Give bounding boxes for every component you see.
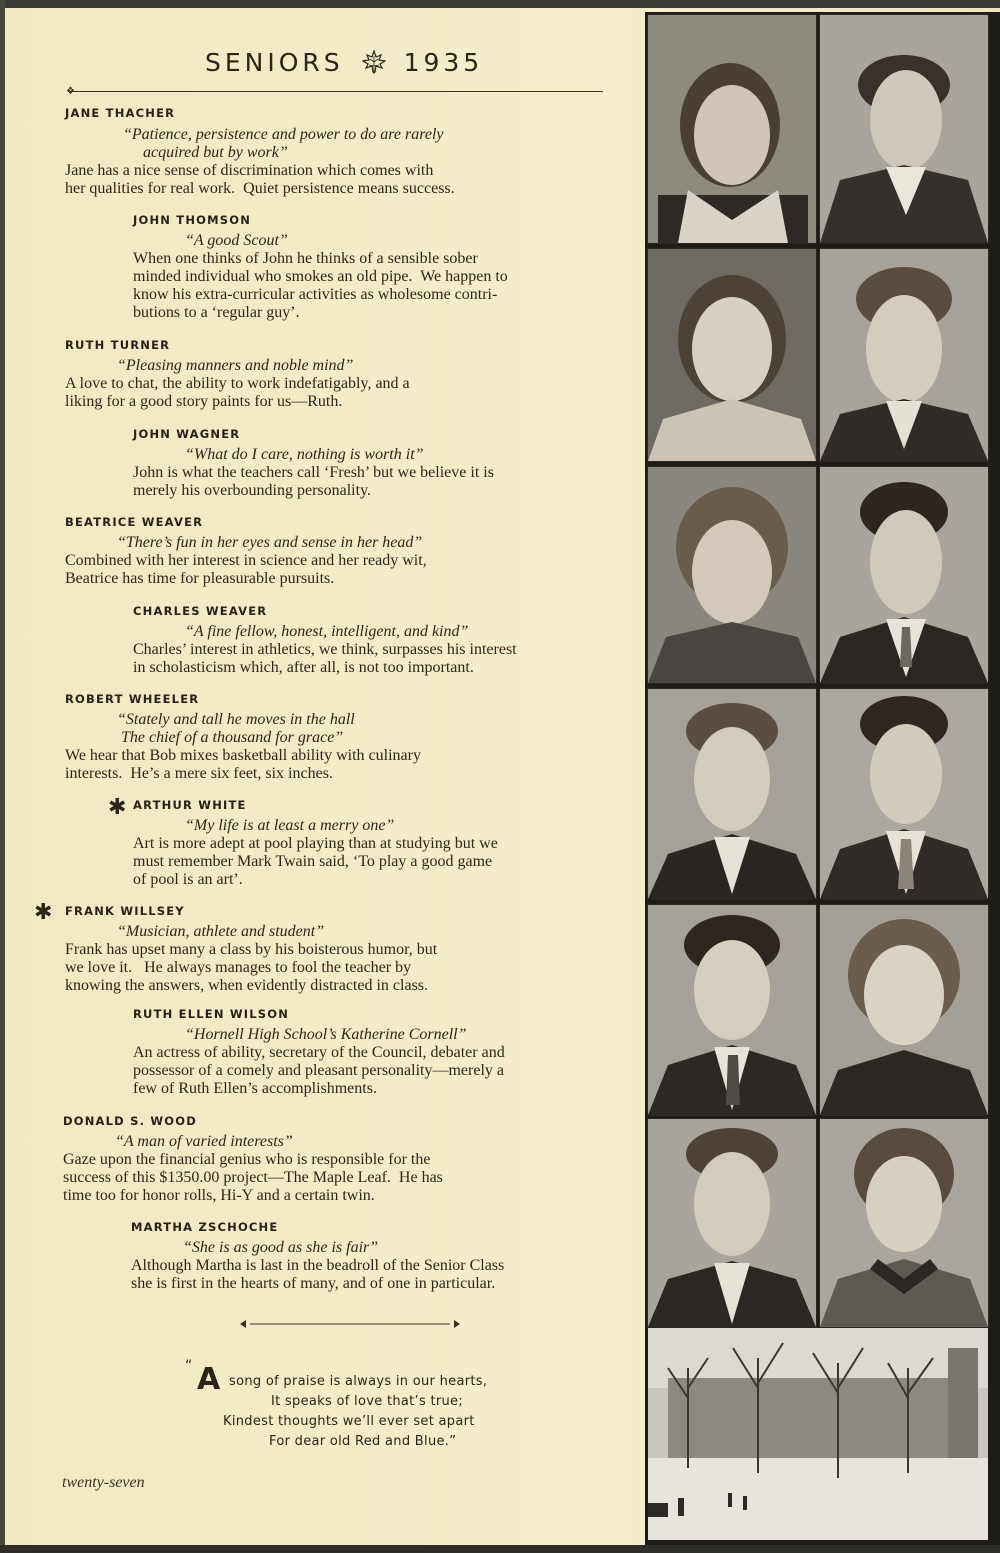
- senior-quote: “What do I care, nothing is worth it”: [185, 446, 424, 463]
- portrait-photo: [819, 14, 989, 244]
- senior-description: Frank has upset many a class by his boisterous humor, but we love it. He always manages to fool the teacher by knowing the answers, when evidently distracted in class.: [65, 941, 438, 994]
- poem-open-quote: “: [185, 1358, 193, 1374]
- senior-entry: [65, 904, 437, 995]
- senior-quote: “There’s fun in her eyes and sense in her head”: [117, 534, 423, 551]
- senior-entry: [133, 798, 498, 889]
- poem-initial: A: [197, 1362, 221, 1397]
- senior-entry: [133, 1007, 505, 1098]
- senior-entry: [63, 1114, 443, 1205]
- senior-name: JOHN THOMSON: [133, 213, 252, 227]
- senior-entry: [133, 213, 508, 322]
- senior-name: ARTHUR WHITE: [133, 798, 247, 812]
- portrait-image: [820, 1119, 988, 1327]
- section-divider: [238, 1318, 462, 1330]
- portrait-photo: [647, 1118, 817, 1328]
- senior-entry: [131, 1220, 504, 1293]
- portrait-image: [820, 467, 988, 683]
- senior-name: CHARLES WEAVER: [133, 604, 268, 618]
- senior-description: Combined with her interest in science and her ready wit, Beatrice has time for pleasurable pursuits.: [65, 552, 427, 587]
- senior-quote: “My life is at least a merry one”: [185, 817, 395, 834]
- senior-entry: [65, 515, 427, 588]
- senior-quote: “Pleasing manners and noble mind”: [117, 357, 354, 374]
- portrait-photo: [819, 1118, 989, 1328]
- senior-quote: “Stately and tall he moves in the hall The chief of a thousand for grace”: [117, 711, 355, 746]
- poem-line: Kindest thoughts we’ll ever set apart: [223, 1414, 475, 1429]
- margin-mark-icon: ✱: [34, 900, 53, 925]
- poem-line: For dear old Red and Blue.”: [269, 1434, 457, 1449]
- senior-entry: [65, 338, 410, 411]
- portrait-image: [648, 1119, 816, 1327]
- senior-entry: [65, 106, 455, 198]
- senior-description: Art is more adept at pool playing than at studying but we must remember Mark Twain said, ‘To play a good game of pool is an art’.: [133, 835, 498, 888]
- senior-entry: [65, 692, 421, 783]
- senior-quote: “A fine fellow, honest, intelligent, and kind”: [185, 623, 469, 640]
- scan-edge-top: [0, 0, 1000, 8]
- senior-name: BEATRICE WEAVER: [65, 515, 204, 529]
- maple-leaf-icon: [362, 50, 386, 74]
- portrait-image: [820, 15, 988, 243]
- campus-photo: [648, 1328, 988, 1540]
- senior-quote: “Patience, persistence and power to do are rarely acquired but by work”: [123, 126, 444, 161]
- senior-quote: “Musician, athlete and student”: [117, 923, 325, 940]
- senior-name: RUTH TURNER: [65, 338, 171, 352]
- closing-poem: [185, 1360, 515, 1460]
- senior-description: John is what the teachers call ‘Fresh’ but we believe it is merely his overbounding personality.: [133, 464, 494, 499]
- portrait-photo: [647, 14, 817, 244]
- margin-mark-icon: ✱: [108, 795, 127, 820]
- title-right: 1935: [403, 48, 484, 77]
- portrait-image: [648, 249, 816, 461]
- senior-name: JOHN WAGNER: [133, 427, 241, 441]
- senior-name: JANE THACHER: [65, 106, 176, 120]
- senior-name: ROBERT WHEELER: [65, 692, 200, 706]
- portrait-photo: [647, 466, 817, 684]
- poem-line: song of praise is always in our hearts,: [229, 1374, 488, 1389]
- senior-name: FRANK WILLSEY: [65, 904, 185, 918]
- portrait-image: [648, 689, 816, 899]
- page-number: twenty-seven: [62, 1474, 145, 1491]
- senior-description: A love to chat, the ability to work indefatigably, and a liking for a good story paints for us—Ruth.: [65, 375, 410, 410]
- title-rule: [68, 91, 603, 94]
- senior-description: Charles’ interest in athletics, we think, surpasses his interest in scholasticism which, after all, is not too important.: [133, 641, 517, 676]
- portrait-image: [648, 905, 816, 1115]
- title-left: SENIORS: [205, 48, 344, 77]
- senior-quote: “Hornell High School’s Katherine Cornell”: [185, 1026, 467, 1043]
- senior-name: DONALD S. WOOD: [63, 1114, 197, 1128]
- senior-quote: “She is as good as she is fair”: [183, 1239, 379, 1256]
- portrait-image: [648, 467, 816, 683]
- portrait-image: [820, 249, 988, 461]
- senior-description: Although Martha is last in the beadroll of the Senior Class she is first in the hearts of many, and of one in particular.: [131, 1257, 505, 1292]
- senior-quote: “A man of varied interests”: [115, 1133, 293, 1150]
- senior-entry: [133, 427, 494, 500]
- senior-quote: “A good Scout”: [185, 232, 288, 249]
- portrait-photo: [819, 904, 989, 1116]
- portrait-photo: [647, 688, 817, 900]
- senior-description: Gaze upon the financial genius who is responsible for the success of this $1350.00 project—The Maple Leaf. He has time too for honor rolls, Hi-Y and a certain twin.: [63, 1151, 443, 1204]
- senior-name: RUTH ELLEN WILSON: [133, 1007, 290, 1021]
- senior-description: Jane has a nice sense of discrimination which comes with her qualities for real work. Quiet persistence means success.: [65, 162, 455, 197]
- senior-entry: [133, 604, 517, 677]
- portrait-image: [820, 689, 988, 899]
- rule-ornament-icon: ❖: [66, 86, 75, 97]
- portrait-photo: [819, 466, 989, 684]
- scan-edge-left: [0, 0, 5, 1553]
- senior-description: When one thinks of John he thinks of a sensible sober minded individual who smokes an old pipe. We happen to know his extra-curricular activities as wholesome contri- butions to a ‘regular guy’.: [133, 250, 508, 321]
- scan-edge-bottom: [0, 1545, 1000, 1553]
- portrait-image: [648, 15, 816, 243]
- senior-description: An actress of ability, secretary of the Council, debater and possessor of a comely and pleasant personality—merely a few of Ruth Ellen’s accomplishments.: [133, 1044, 505, 1097]
- portrait-photo: [647, 904, 817, 1116]
- poem-line: It speaks of love that’s true;: [271, 1394, 464, 1409]
- page-title: [205, 48, 485, 84]
- portrait-image: [820, 905, 988, 1115]
- portrait-photo: [819, 688, 989, 900]
- portrait-photo: [819, 248, 989, 462]
- portrait-photo: [647, 248, 817, 462]
- senior-name: MARTHA ZSCHOCHE: [131, 1220, 279, 1234]
- senior-description: We hear that Bob mixes basketball ability with culinary interests. He’s a mere six feet, six inches.: [65, 747, 421, 782]
- campus-winter-scene: [648, 1328, 988, 1540]
